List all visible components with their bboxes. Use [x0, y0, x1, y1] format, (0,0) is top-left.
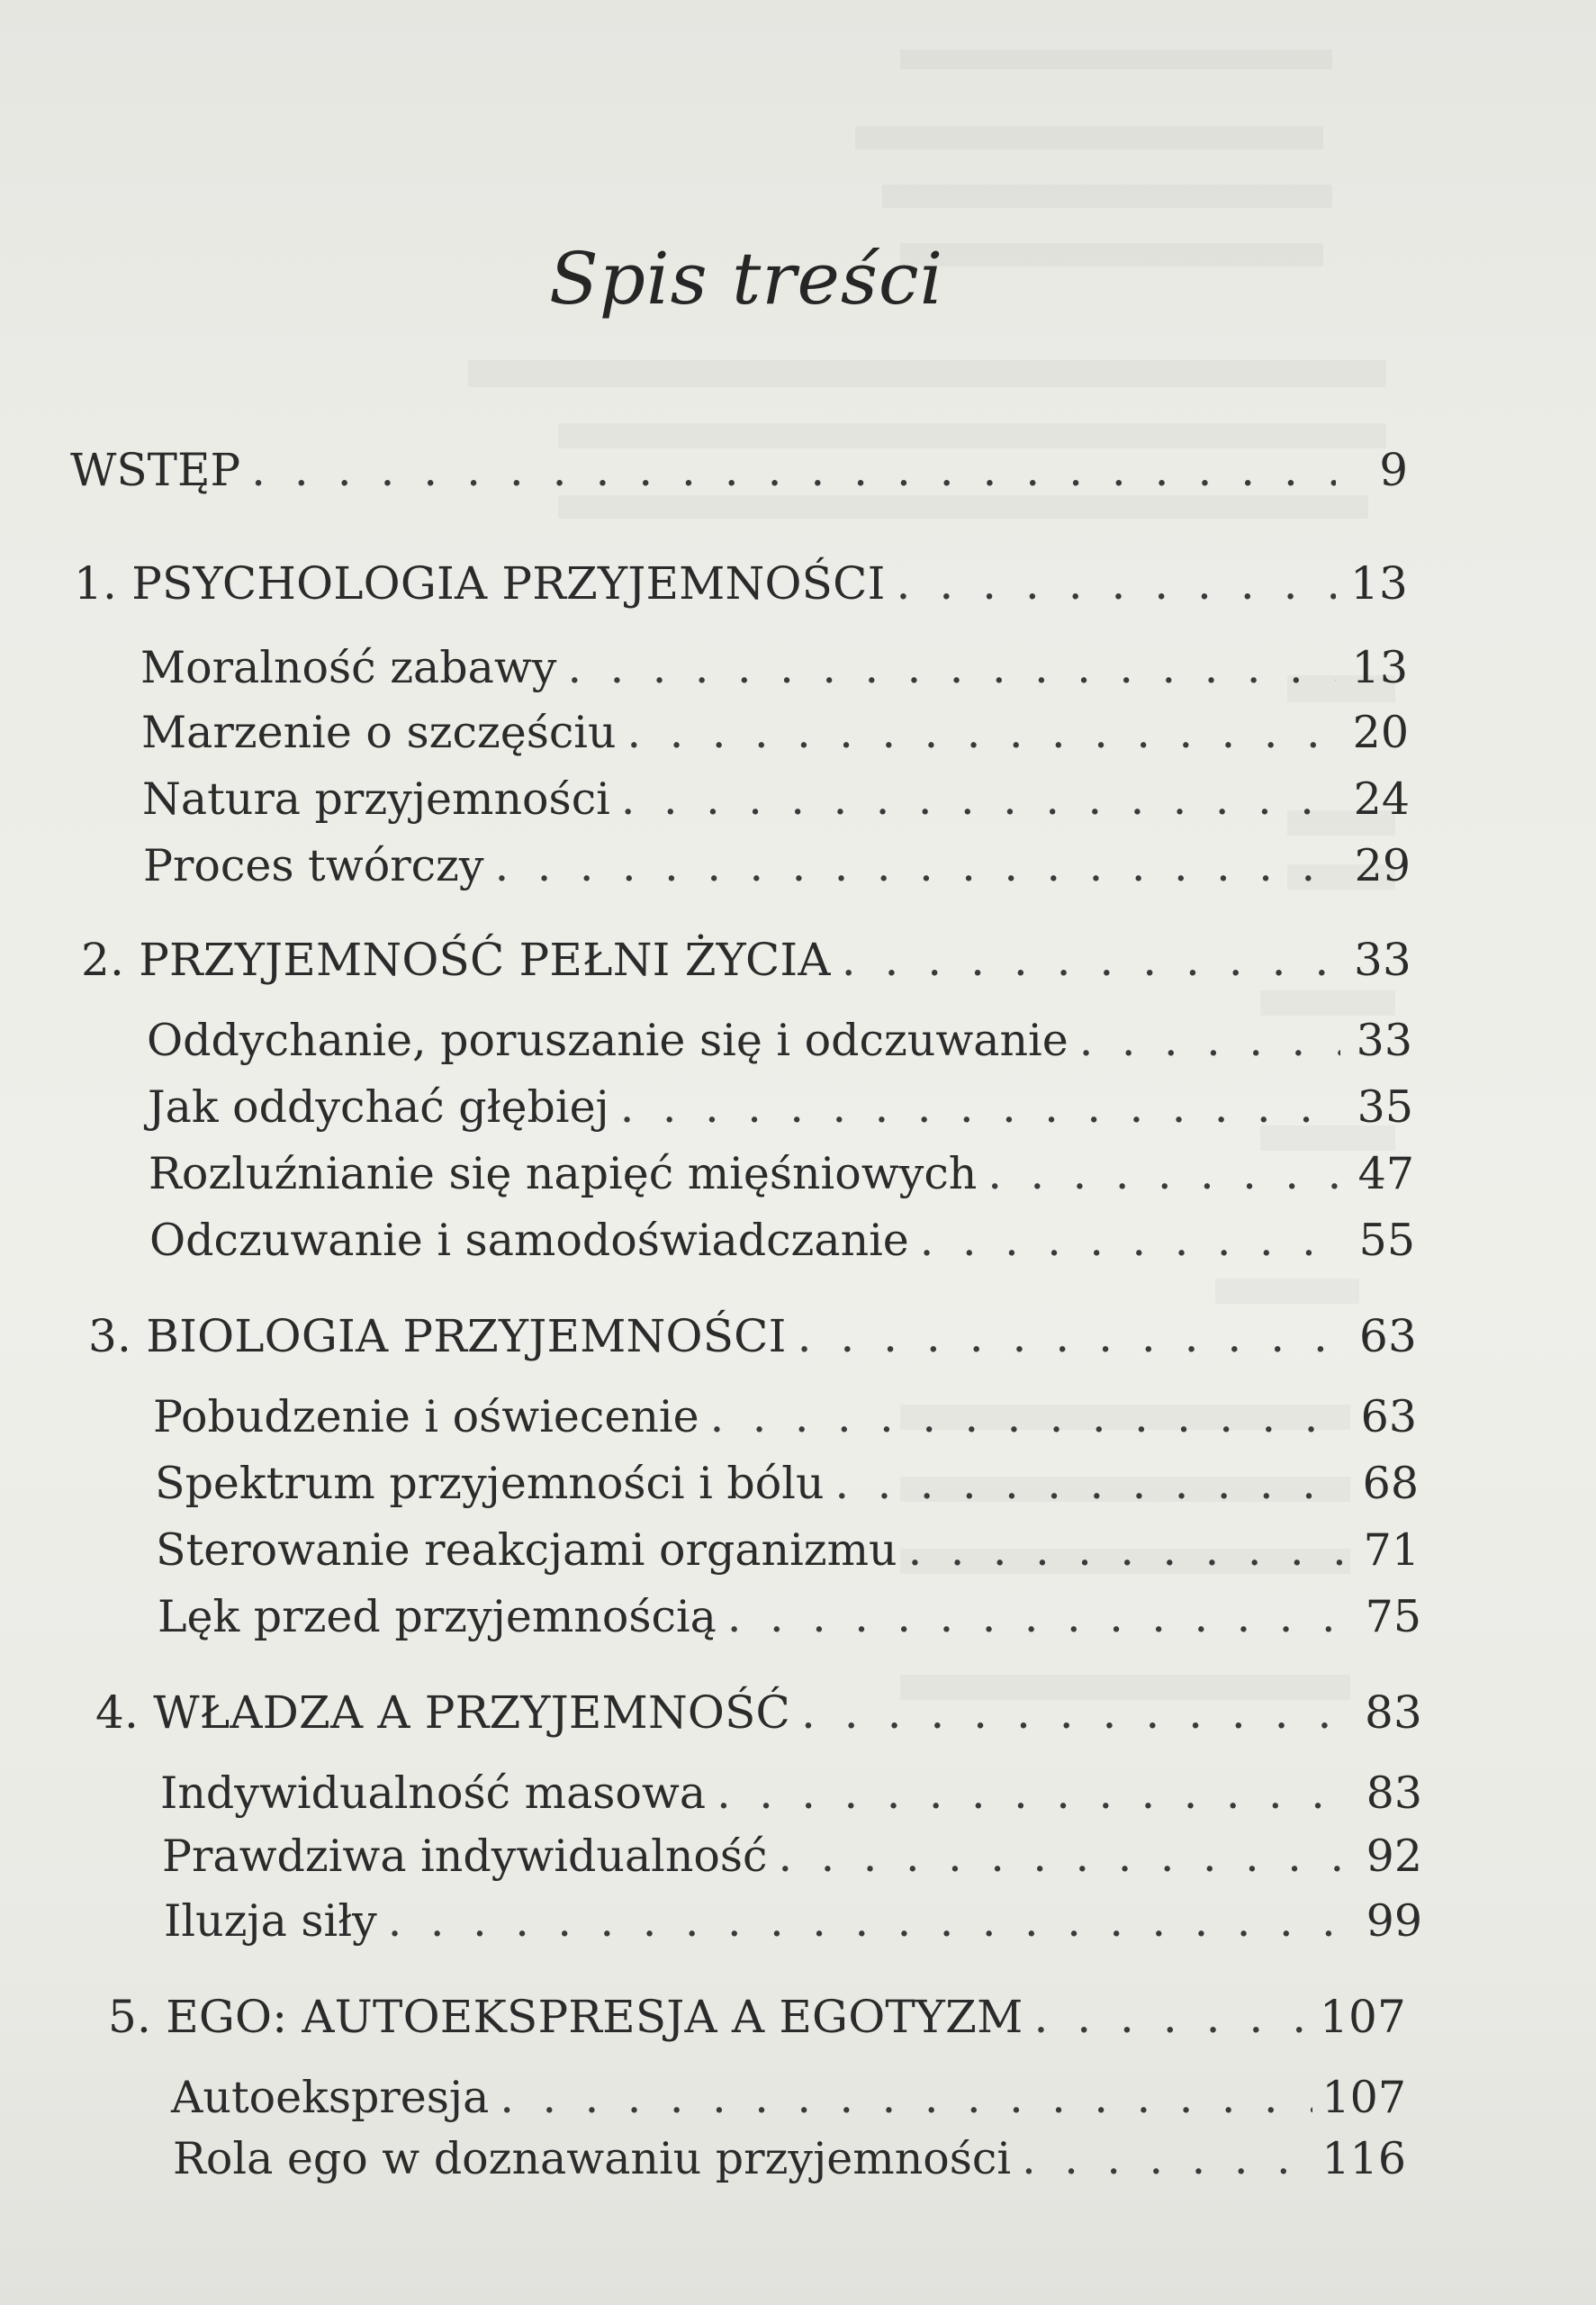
toc-entry-label: Rozluźnianie się napięć mięśniowych	[149, 1148, 978, 1199]
dot-leader	[908, 1522, 1348, 1579]
dot-leader	[388, 1893, 1350, 1950]
toc-entry-page-number: 83	[1366, 1767, 1422, 1819]
toc-entry-page-number: 13	[1349, 557, 1408, 610]
toc-subsection	[140, 639, 1408, 697]
toc-subsection	[142, 771, 1410, 828]
toc-chapter-4	[95, 1684, 1422, 1741]
toc-entry-label: Lęk przed przyjemnością	[158, 1591, 717, 1642]
dot-leader	[842, 931, 1339, 989]
page-title: Spis treści	[549, 237, 944, 321]
dot-leader	[251, 441, 1336, 499]
toc-subsection	[162, 1828, 1422, 1885]
toc-subsection	[149, 1145, 1414, 1203]
dot-leader	[621, 771, 1338, 828]
toc-subsection	[158, 1588, 1421, 1646]
toc-entry-label: Indywidualność masowa	[160, 1767, 707, 1819]
toc-subsection	[153, 1388, 1417, 1446]
toc-subsection	[164, 1893, 1422, 1950]
toc-entry-page-number: 92	[1366, 1830, 1422, 1882]
toc-entry-label: Odczuwanie i samodoświadczanie	[149, 1215, 909, 1266]
toc-chapter-2	[81, 931, 1411, 989]
toc-entry-label: 4. WŁADZA A PRZYJEMNOŚĆ	[95, 1686, 791, 1739]
toc-subsection	[171, 2069, 1406, 2127]
toc-subsection	[155, 1455, 1419, 1513]
dot-leader	[500, 2069, 1312, 2127]
toc-entry-label: 1. PSYCHOLOGIA PRZYJEMNOŚCI	[74, 557, 886, 610]
toc-entry-label: Marzenie o szczęściu	[141, 707, 617, 758]
toc-entry-label: Autoekspresja	[171, 2072, 490, 2123]
dot-leader	[778, 1828, 1350, 1885]
toc-subsection	[148, 1079, 1413, 1136]
toc-entry-page-number: 35	[1357, 1081, 1413, 1133]
toc-entry-label: Sterowanie reakcjami organizmu	[156, 1524, 897, 1576]
toc-subsection	[143, 837, 1411, 895]
toc-entry-label: Rola ego w doznawaniu przyjemności	[173, 2133, 1012, 2184]
toc-entry-label: Spektrum przyjemności i bólu	[155, 1458, 825, 1509]
toc-entry-label: 5. EGO: AUTOEKSPRESJA A EGOTYZM	[108, 1991, 1023, 2043]
toc-entry-label: Pobudzenie i oświecenie	[153, 1391, 699, 1442]
toc-entry-label: Natura przyjemności	[142, 773, 610, 825]
toc-entry-page-number: 29	[1354, 840, 1411, 891]
toc-entry-page-number: 33	[1356, 1015, 1412, 1066]
toc-entry-page-number: 107	[1319, 1991, 1406, 2043]
toc-chapter-5	[108, 1988, 1406, 2046]
toc-entry-page-number: 63	[1358, 1310, 1417, 1362]
dot-leader	[567, 639, 1336, 697]
toc-entry-label: Jak oddychać głębiej	[148, 1081, 609, 1133]
toc-entry-label: 2. PRZYJEMNOŚĆ PEŁNI ŻYCIA	[81, 934, 831, 986]
toc-entry-label: Prawdziwa indywidualność	[162, 1830, 768, 1882]
toc-entry-label: 3. BIOLOGIA PRZYJEMNOŚCI	[88, 1310, 787, 1362]
dot-leader	[920, 1212, 1343, 1270]
dot-leader	[710, 1388, 1345, 1446]
dot-leader	[1033, 1988, 1310, 2046]
toc-subsection	[149, 1212, 1415, 1270]
toc-chapter-1	[74, 555, 1408, 612]
dot-leader	[987, 1145, 1342, 1203]
dot-leader	[495, 837, 1339, 895]
toc-subsection	[173, 2130, 1406, 2188]
dot-leader	[727, 1588, 1349, 1646]
toc-subsection	[141, 704, 1409, 762]
toc-entry-page-number: 116	[1321, 2133, 1406, 2184]
toc-subsection	[160, 1765, 1422, 1822]
toc-entry-page-number: 33	[1353, 934, 1411, 986]
toc-entry-page-number: 71	[1363, 1524, 1420, 1576]
toc-subsection	[147, 1012, 1412, 1070]
toc-entry-label: WSTĘP	[70, 444, 241, 496]
dot-leader	[627, 704, 1337, 762]
dot-leader	[1022, 2130, 1312, 2188]
toc-chapter-3	[88, 1307, 1417, 1365]
toc-entry-page-number: 99	[1366, 1895, 1422, 1947]
dot-leader	[835, 1455, 1347, 1513]
toc-entry-page-number: 24	[1353, 773, 1410, 825]
dot-leader	[798, 1307, 1345, 1365]
toc-entry-page-number: 83	[1364, 1686, 1422, 1739]
dot-leader	[1079, 1012, 1340, 1070]
dot-leader	[717, 1765, 1350, 1822]
toc-entry-wstep	[70, 441, 1408, 499]
toc-entry-page-number: 107	[1321, 2072, 1406, 2123]
toc-entry-label: Proces twórczy	[143, 840, 484, 891]
toc-entry-page-number: 68	[1362, 1458, 1419, 1509]
toc-entry-page-number: 63	[1360, 1391, 1417, 1442]
toc-entry-page-number: 9	[1379, 444, 1408, 496]
toc-entry-page-number: 75	[1365, 1591, 1421, 1642]
dot-leader	[801, 1684, 1350, 1741]
toc-entry-label: Moralność zabawy	[140, 642, 557, 693]
dot-leader	[620, 1079, 1341, 1136]
toc-entry-page-number: 20	[1352, 707, 1409, 758]
toc-subsection	[156, 1522, 1420, 1579]
toc-entry-page-number: 13	[1351, 642, 1408, 693]
toc-entry-label: Oddychanie, poruszanie się i odczuwanie	[147, 1015, 1069, 1066]
toc-entry-page-number: 47	[1357, 1148, 1414, 1199]
toc-entry-page-number: 55	[1358, 1215, 1415, 1266]
dot-leader	[897, 555, 1336, 612]
toc-entry-label: Iluzja siły	[164, 1895, 377, 1947]
